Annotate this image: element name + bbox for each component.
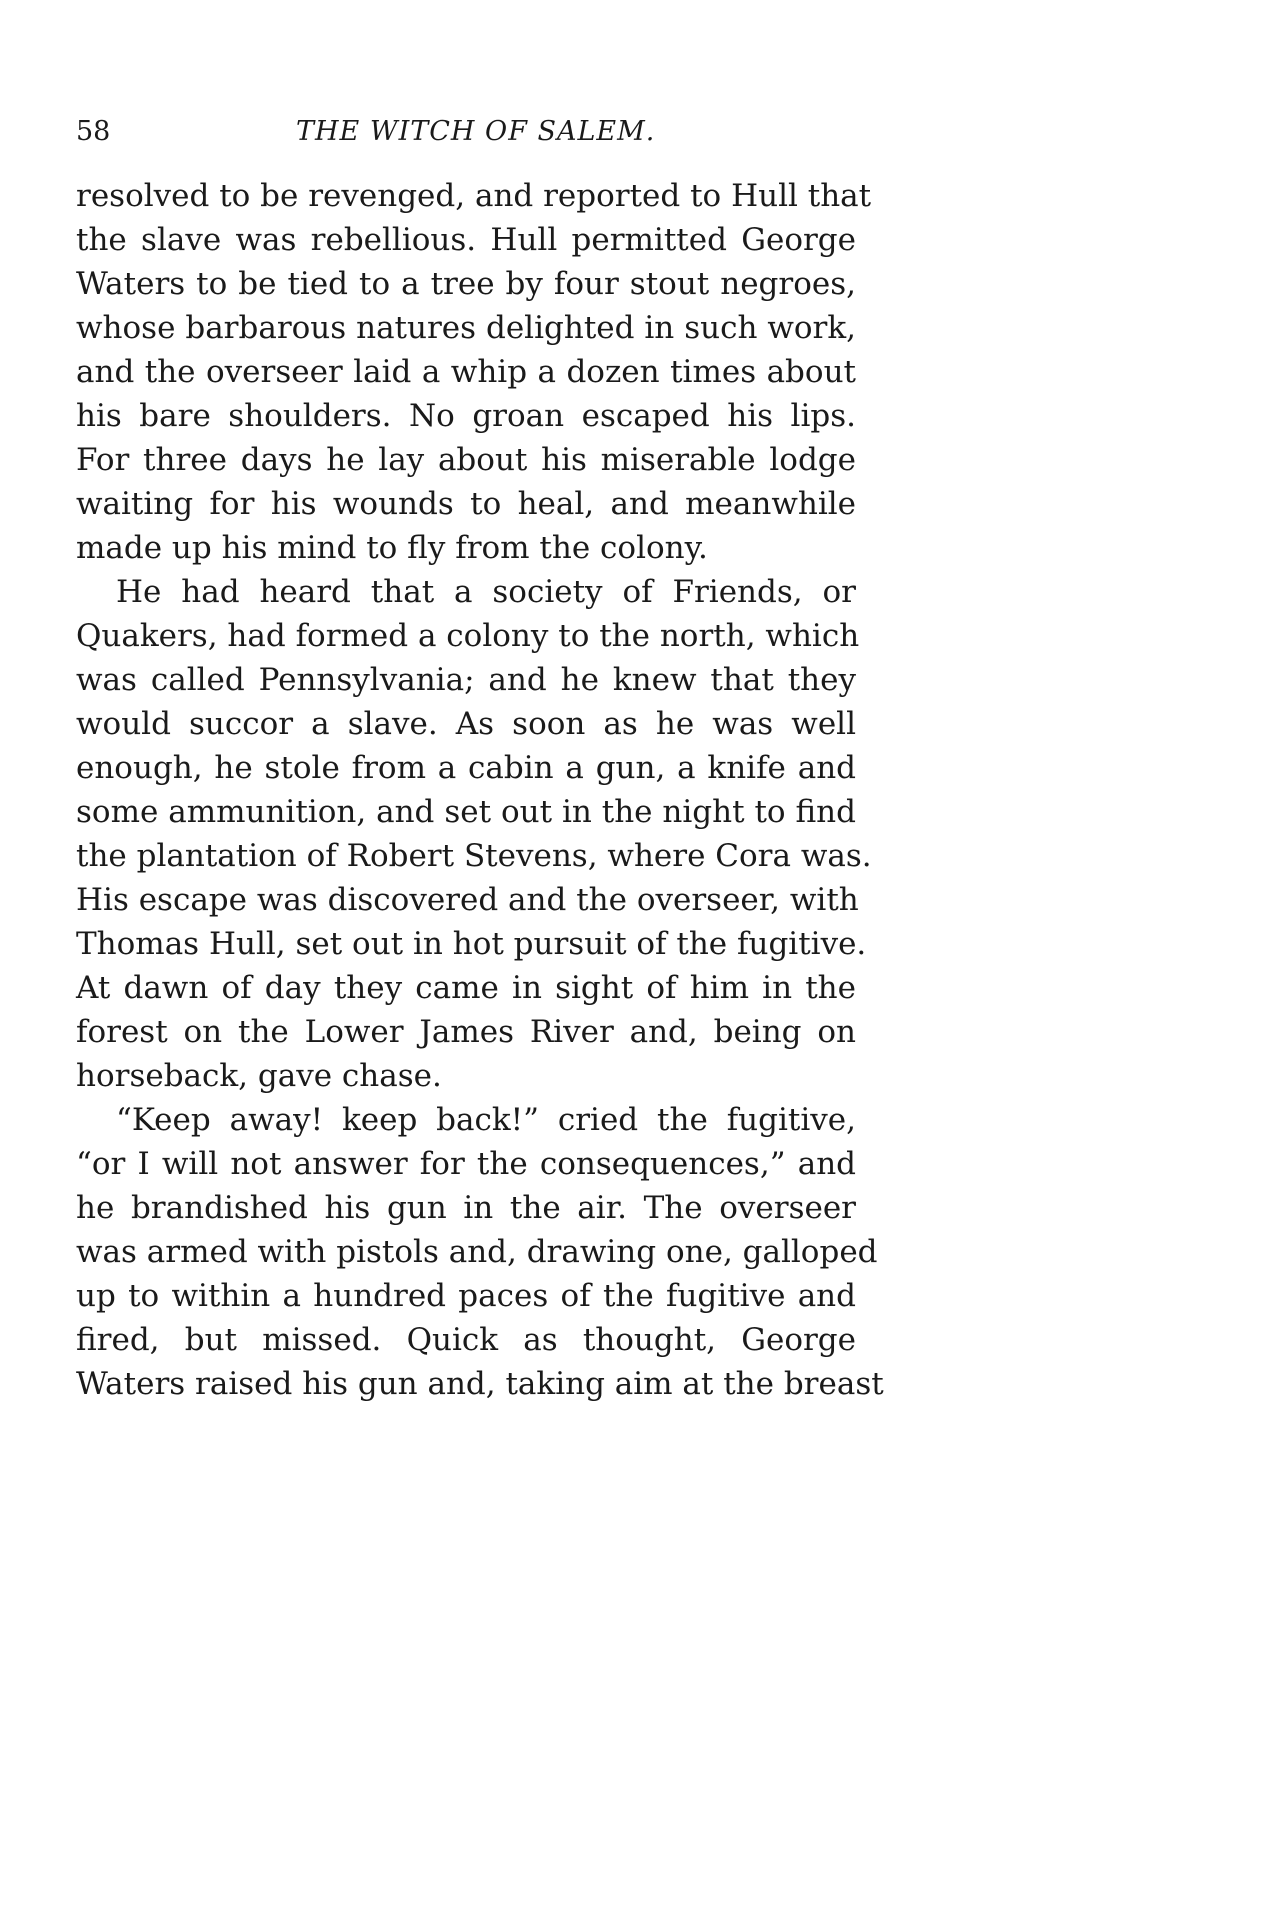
text-line: “Keep away! keep back!” cried the fugitive, xyxy=(116,1102,856,1138)
page-number: 58 xyxy=(76,116,111,147)
text-line: resolved to be revenged, and reported to Hull that xyxy=(76,178,872,214)
text-line: and the overseer laid a whip a dozen times about xyxy=(76,354,856,390)
text-line: he brandished his gun in the air. The overseer xyxy=(76,1190,856,1226)
text-line: For three days he lay about his miserable lodge xyxy=(76,442,856,478)
text-line: would succor a slave. As soon as he was well xyxy=(76,706,856,742)
text-line: Waters to be tied to a tree by four stout negroes, xyxy=(76,266,856,302)
text-line: horseback, gave chase. xyxy=(76,1058,442,1094)
body-text xyxy=(76,174,884,1406)
text-line: some ammunition, and set out in the night to find xyxy=(76,794,856,830)
text-line: At dawn of day they came in sight of him in the xyxy=(76,970,856,1006)
text-line: his bare shoulders. No groan escaped his lips. xyxy=(76,398,856,434)
text-line: waiting for his wounds to heal, and meanwhile xyxy=(76,486,856,522)
text-line: “or I will not answer for the consequences,” and xyxy=(76,1146,856,1182)
text-line: the slave was rebellious. Hull permitted George xyxy=(76,222,856,258)
text-line: He had heard that a society of Friends, or xyxy=(116,574,856,610)
running-title: THE WITCH OF SALEM. xyxy=(296,116,656,147)
page-header xyxy=(76,116,856,156)
text-line: fired, but missed. Quick as thought, George xyxy=(76,1322,856,1358)
text-line: was armed with pistols and, drawing one, galloped xyxy=(76,1234,878,1270)
text-line: Waters raised his gun and, taking aim at the breast xyxy=(76,1366,884,1402)
text-line: Quakers, had formed a colony to the north, which xyxy=(76,618,860,654)
text-line: the plantation of Robert Stevens, where Cora was. xyxy=(76,838,872,874)
text-line: whose barbarous natures delighted in such work, xyxy=(76,310,856,346)
text-line: enough, he stole from a cabin a gun, a knife and xyxy=(76,750,856,786)
text-line: His escape was discovered and the overseer, with xyxy=(76,882,859,918)
text-line: forest on the Lower James River and, being on xyxy=(76,1014,856,1050)
text-line: Thomas Hull, set out in hot pursuit of the fugitive. xyxy=(76,926,867,962)
text-line: was called Pennsylvania; and he knew that they xyxy=(76,662,856,698)
text-line: made up his mind to fly from the colony. xyxy=(76,530,708,566)
text-line: up to within a hundred paces of the fugitive and xyxy=(76,1278,856,1314)
